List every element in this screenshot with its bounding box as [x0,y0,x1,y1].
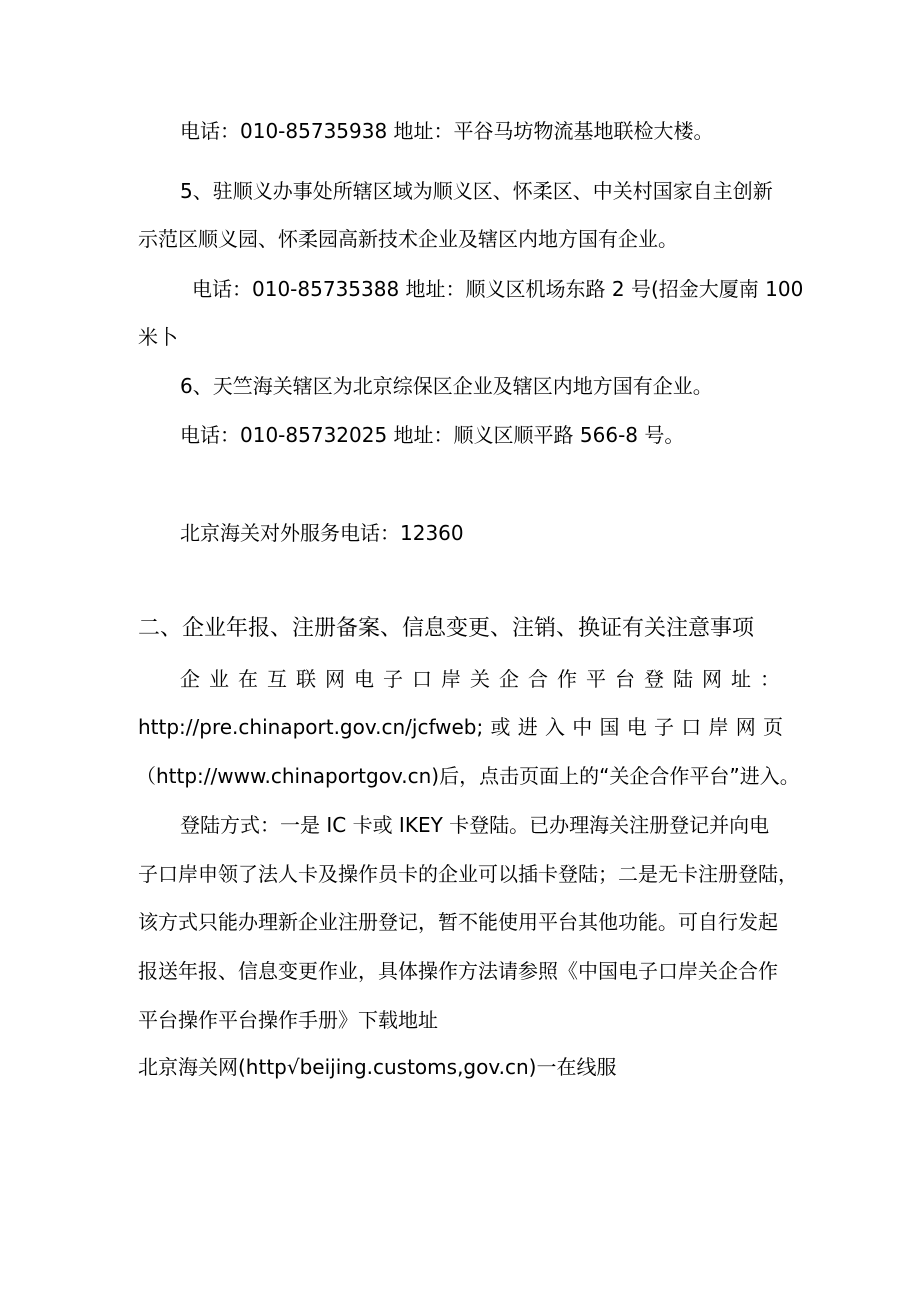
text-char: 平 [586,667,606,691]
login-url-line [138,714,783,740]
text-char: 或 [490,715,511,739]
text-char: ： [760,667,780,691]
text-char: 进 [517,715,538,739]
contact-line-shunyi: 电话：010-85735388 地址：顺义区机场东路 2 号(招金大厦南 100 [192,277,804,301]
contact-line-pinggu: 电话：010-85735938 地址：平谷马坊物流基地联检大楼。 [180,119,714,143]
paragraph-shunyi-office-line1: 5、驻顺义办事处所辖区域为顺义区、怀柔区、中关村国家自主创新 [180,179,773,203]
text-char: 互 [267,667,287,691]
chinaport-url-line: （http://www.chinaportgov.cn)后，点击页面上的“关企合作平台”进入。 [136,764,800,788]
section-heading: 二、企业年报、注册备案、信息变更、注销、换证有关注意事项 [138,616,755,641]
text-char: 电 [354,667,374,691]
text-char: 合 [528,667,548,691]
text-char: 网 [702,667,722,691]
login-url-link[interactable]: http://pre.chinaport.gov.cn/jcfweb; [138,715,484,739]
text-char: 页 [763,715,783,739]
text-char: 口 [681,715,702,739]
beijing-customs-url-line: 北京海关网(http√beijing.customs,gov.cn)一在线服 [138,1055,617,1079]
text-char: 岸 [708,715,729,739]
contact-line-tianzhu: 电话：010-85732025 地址：顺义区顺平路 566-8 号。 [180,423,685,447]
text-char: 岸 [441,667,461,691]
text-char: 企 [180,667,200,691]
text-char: 陆 [673,667,693,691]
text-char: 企 [499,667,519,691]
text-char: 子 [654,715,674,739]
text-char: 网 [325,667,345,691]
text-char: 联 [296,667,316,691]
text-char: 子 [383,667,403,691]
login-method-line1: 登陆方式：一是 IC 卡或 IKEY 卡登陆。已办理海关注册登记并向电 [180,813,770,837]
text-char: 作 [557,667,577,691]
contact-line-shunyi-cont: 米卜 [138,325,178,349]
text-char: 在 [238,667,258,691]
text-char: 国 [599,715,620,739]
text-char: 口 [412,667,432,691]
text-char: 业 [209,667,229,691]
service-hotline: 北京海关对外服务电话：12360 [180,521,464,545]
text-char: 台 [615,667,635,691]
text-char: 网 [735,715,756,739]
login-url-intro [180,666,780,692]
text-char: 中 [572,715,593,739]
login-method-line2: 子口岸申领了法人卡及操作员卡的企业可以插卡登陆；二是无卡注册登陆， [138,862,798,886]
login-method-line5: 平台操作平台操作手册》下载地址 [138,1008,438,1032]
login-method-line3: 该方式只能办理新企业注册登记，暂不能使用平台其他功能。可自行发起 [138,910,778,934]
paragraph-shunyi-office-line2: 示范区顺义园、怀柔园高新技术企业及辖区内地方国有企业。 [138,227,678,251]
text-char: 关 [470,667,490,691]
text-char: 登 [644,667,664,691]
paragraph-tianzhu-customs: 6、天竺海关辖区为北京综保区企业及辖区内地方国有企业。 [180,374,713,398]
login-method-line4: 报送年报、信息变更作业，具体操作方法请参照《中国电子口岸关企合作 [138,959,778,983]
text-char: 入 [545,715,565,739]
text-char: 电 [626,715,647,739]
text-char: 址 [731,667,751,691]
